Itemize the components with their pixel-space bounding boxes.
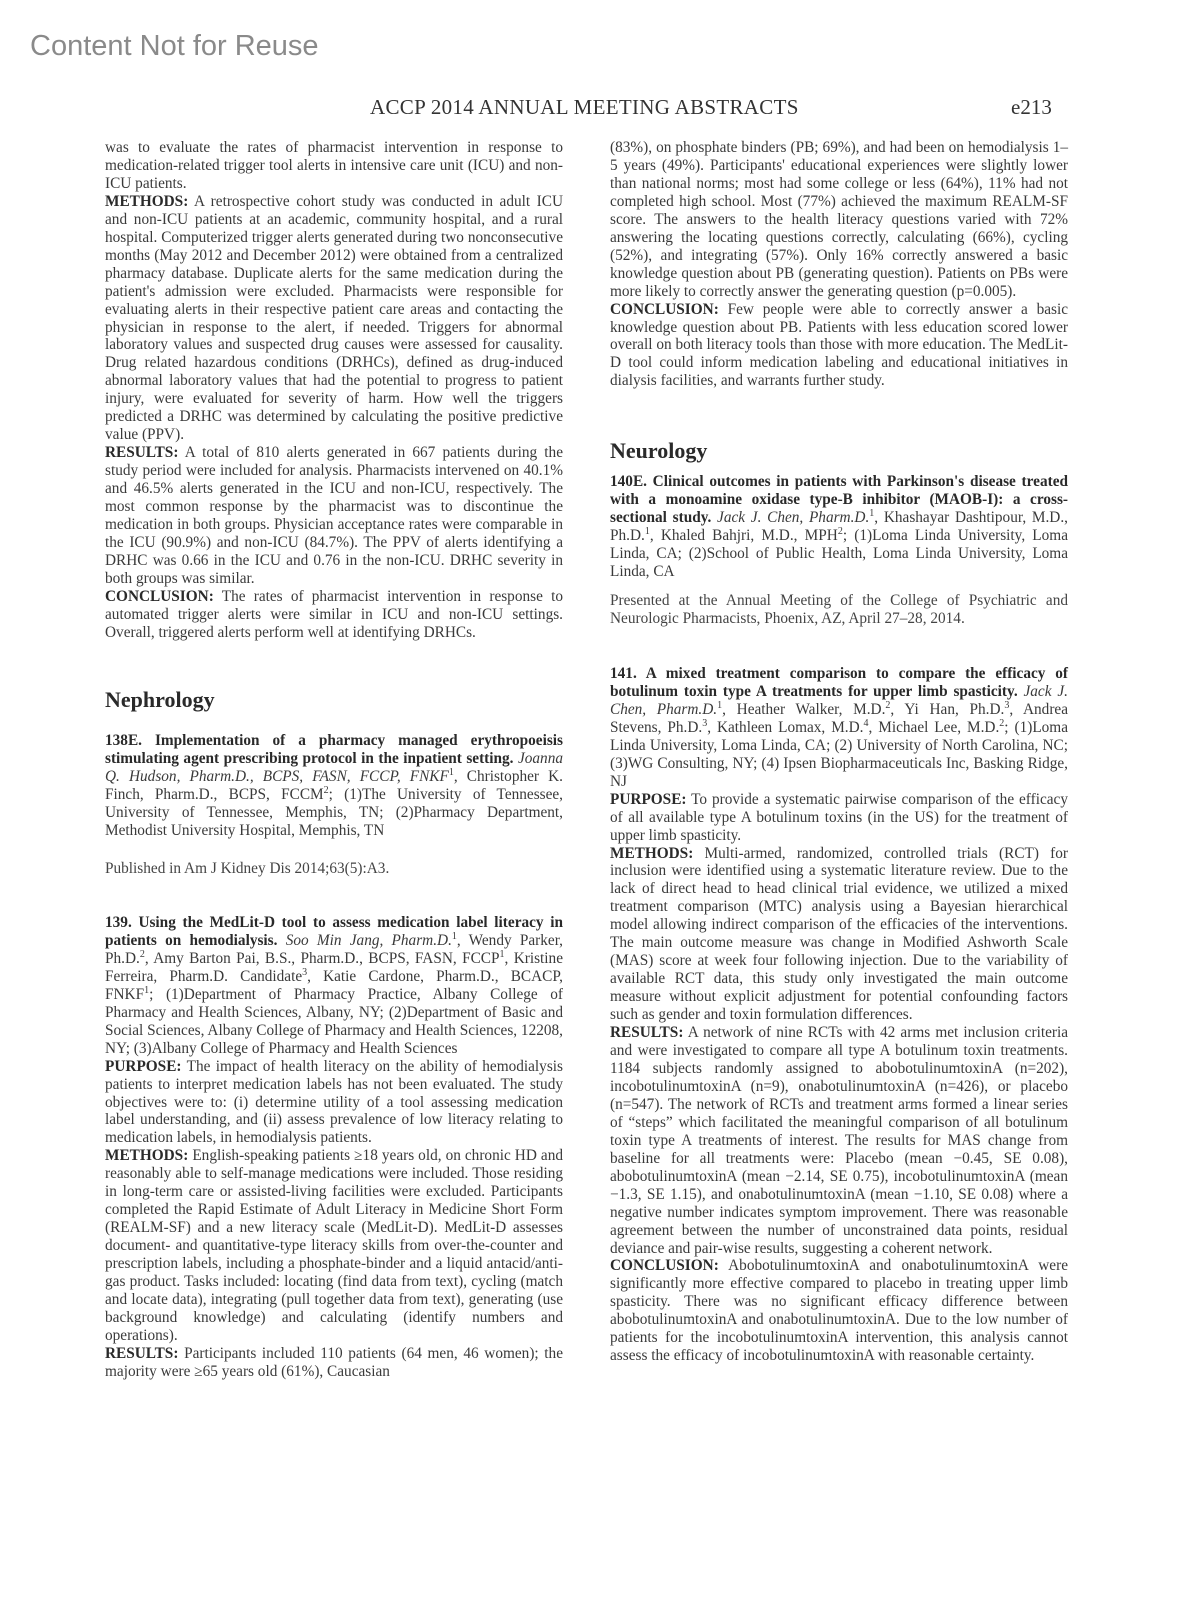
superscript: 3 (702, 717, 708, 729)
bold-text: 141. A mixed treatment comparison to compare the efficacy of botulinum toxin type A treatments for upper limb spasticity. (610, 665, 1068, 700)
abstract-139-continuation (610, 139, 1068, 390)
bold-text: PURPOSE: (105, 1057, 182, 1075)
bold-text: RESULTS: (105, 444, 179, 462)
superscript: 1 (144, 984, 150, 996)
body-text: Published in Am J Kidney Dis 2014;63(5):A3. (105, 860, 390, 877)
running-head-title: ACCP 2014 ANNUAL MEETING ABSTRACTS (370, 95, 799, 119)
body-text: , Khaled Bahjri, M.D., MPH (649, 526, 838, 544)
superscript: 1 (644, 525, 650, 537)
body-text: ; (1)Department of Pharmacy Practice, Albany College of Pharmacy and Health Sciences, Albany, NY; (2)Department of Basic and Social Sciences, Albany College of Pharmacy and Health Sciences, 12208, NY; (3)Albany College of Pharmacy and Health Sciences (105, 985, 563, 1057)
superscript: 2 (837, 525, 843, 537)
body-text: , Christopher K. Finch, Pharm.D., BCPS, FCCM (105, 767, 563, 803)
bold-text: RESULTS: (610, 1024, 684, 1042)
bold-text: PURPOSE: (610, 790, 687, 808)
bold-text: CONCLUSION: (105, 587, 214, 605)
body-text: ; (1)Loma Linda University, Loma Linda, CA; (2) University of North Carolina, NC; (3)WG Consulting, NY; (4) Ipsen Biopharmaceuticals Inc, Basking Ridge, NJ (610, 718, 1068, 790)
body-text: Participants included 110 patients (64 men, 46 women); the majority were ≥65 years old (61%), Caucasian (105, 1344, 563, 1380)
bold-text: 138E. Implementation of a pharmacy managed erythropoeisis stimulating agent prescribing protocol in the inpatient setting. (105, 732, 563, 767)
body-text: A total of 810 alerts generated in 667 patients during the study period were included for analysis. Pharmacists intervened on 40.1% and 46.5% alerts generated in the ICU and non-ICU, respectively. The most common response by the pharmacist was to discontinue the medication in both groups. Physician acceptance rates were comparable in the ICU (90.9%) and non-ICU (84.7%). The PPV of alerts identifying a DRHC was 0.66 in the ICU and 0.76 in the non-ICU. DRHC severity in both groups was similar. (105, 444, 563, 587)
body-text: , Kathleen Lomax, M.D. (707, 718, 864, 736)
page-number: e213 (1011, 95, 1052, 119)
body-text: was to evaluate the rates of pharmacist intervention in response to medication-related trigger tool alerts in intensive care unit (ICU) and non-ICU patients. (105, 139, 563, 192)
italic-text: Jack J. Chen, Pharm.D. (711, 508, 870, 526)
italic-text: Jack J. Chen, Pharm.D. (610, 682, 1068, 718)
body-text: Few people were able to correctly answer a basic knowledge question about PB. Patients with less education scored lower overall on both literacy tools than those with more education. The MedLit-D tool could inform medication labeling and educational initiatives in dialysis facilities, and warrants further study. (610, 300, 1068, 390)
abstract-139 (105, 914, 563, 1381)
bold-text: 140E. Clinical outcomes in patients with Parkinson's disease treated with a monoamine oxidase type-B inhibitor (MAOB-I): a cross-sectional study. (610, 473, 1068, 526)
bold-text: RESULTS: (105, 1344, 179, 1362)
body-text: ; (1)The University of Tennessee, University of Tennessee, Memphis, TN; (2)Pharmacy Department, Methodist University Hospital, Memphis, TN (105, 785, 564, 839)
superscript: 1 (448, 766, 454, 778)
bold-text: CONCLUSION: (610, 300, 719, 318)
bold-text: METHODS: (105, 192, 189, 210)
body-text: (83%), on phosphate binders (PB; 69%), and had been on hemodialysis 1–5 years (49%). Participants' educational experiences were slightly lower than national norms; most had some college or less (64%), 11% had not completed high school. Most (77%) achieved the maximum REALM-SF score. The answers to the health literacy questions varied with 72% answering the locating questions correctly, calculating (66%), cycling (52%), and integrating (57%). Only 16% correctly answered a basic knowledge question about PB (generating question). Patients on PBs were more likely to correctly answer the generating question (p=0.005). (610, 139, 1068, 300)
superscript: 2 (999, 717, 1005, 729)
body-text: , Heather Walker, M.D. (722, 700, 886, 718)
body-text: A retrospective cohort study was conducted in adult ICU and non-ICU patients at an academic, community hospital, and a rural hospital. Computerized trigger alerts generated during two nonconsecutive months (May 2012 and December 2012) were obtained from a centralized pharmacy database. Duplicate alerts for the same medication during the patient's admission were excluded. Pharmacists were responsible for evaluating alerts in their respective patient care areas and contacting the physician in response to the alert, if needed. Triggers for abnormal laboratory values and suspected drug causes were assessed for causality. Drug related hazardous conditions (DRHCs), defined as drug-induced abnormal laboratory values that had the potential to progress to patient injury, were evaluated for severity of harm. How well the triggers predicted a DRHC was determined by calculating the positive predictive value (PPV). (105, 192, 563, 444)
section-heading-nephrology: Nephrology (105, 687, 215, 712)
body-text: , Kristine Ferreira, Pharm.D. Candidate (105, 949, 563, 985)
watermark: Content Not for Reuse (30, 30, 319, 62)
superscript: 2 (139, 948, 145, 960)
italic-text: Soo Min Jang, Pharm.D. (277, 931, 452, 949)
section-heading-neurology: Neurology (610, 438, 708, 463)
body-text: , Amy Barton Pai, B.S., Pharm.D., BCPS, FASN, FCCP (144, 949, 500, 967)
body-text: , Khashayar Dashtipour, M.D., Ph.D. (610, 508, 1068, 544)
abstract-140e (610, 473, 1068, 581)
abstract-141 (610, 665, 1068, 1365)
body-text: The rates of pharmacist intervention in response to automated trigger alerts were similar in ICU and non-ICU settings. Overall, triggered alerts perform well at identifying DRHCs. (105, 587, 563, 641)
superscript: 1 (451, 930, 457, 942)
superscript: 1 (869, 507, 875, 519)
superscript: 2 (323, 784, 329, 796)
superscript: 3 (1004, 699, 1010, 711)
abstract-continuation (105, 139, 563, 642)
superscript: 4 (863, 717, 869, 729)
bold-text: 139. Using the MedLit-D tool to assess medication label literacy in patients on hemodialysis. (105, 914, 563, 949)
body-text: , Andrea Stevens, Ph.D. (610, 700, 1069, 736)
body-text: AbobotulinumtoxinA and onabotulinumtoxinA were significantly more effective compared to placebo in treating upper limb spasticity. There was no significant efficacy difference between abobotulinumtoxinA and onabotulinumtoxinA. Due to the low number of patients for the incobotulinumtoxinA intervention, this analysis cannot assess the efficacy of incobotulinumtoxinA with reasonable certainty. (610, 1257, 1068, 1365)
superscript: 1 (499, 948, 505, 960)
bold-text: METHODS: (610, 844, 694, 862)
body-text: , Yi Han, Ph.D. (890, 700, 1005, 718)
body-text: , Wendy Parker, Ph.D. (105, 931, 563, 967)
superscript: 3 (302, 966, 308, 978)
body-text: Multi-armed, randomized, controlled trials (RCT) for inclusion were identified using a systematic literature review. Due to the lack of direct head to head clinical trial evidence, we utilized a mixed treatment comparison (MTC) analysis using a Bayesian hierarchical model allowing indirect comparison of the efficacies of the interventions. The main outcome measure was change in Modified Ashworth Scale (MAS) score at week four following injection. Due to the variability of available RCT data, this study only investigated the main outcome measure without explicit adjustment for potential confounding factors such as gender and toxin formulation differences. (610, 844, 1068, 1024)
presentation-note (610, 592, 1068, 628)
italic-text: Joanna Q. Hudson, Pharm.D., BCPS, FASN, FCCP, FNKF (105, 749, 564, 785)
body-text: A network of nine RCTs with 42 arms met inclusion criteria and were investigated to compare all type A botulinum toxin treatments. 1184 subjects randomly assigned to abobotulinumtoxinA (n=202), incobotulinumtoxinA (n=9), onabotulinumtoxinA (n=426), or placebo (n=547). The network of RCTs and treatment arms formed a linear series of “steps” which facilitated the meaningful comparison of all botulinum toxin type A treatments of interest. The results for MAS change from baseline for all treatments were: Placebo (mean −0.45, SE 0.08), abobotulinumtoxinA (mean −2.14, SE 0.75), incobotulinumtoxinA (mean −1.3, SE 1.15), and onabotulinumtoxinA (mean −1.10, SE 0.08) where a negative number indicates symptom improvement. There was reasonable agreement between the number of unconstrained data points, residual deviance and pair-wise results, suggesting a coherent network. (610, 1024, 1068, 1257)
body-text: ; (1)Loma Linda University, Loma Linda, CA; (2)School of Public Health, Loma Linda University, Loma Linda, CA (610, 526, 1068, 580)
bold-text: METHODS: (105, 1147, 189, 1165)
abstract-138e (105, 732, 563, 840)
body-text: , Katie Cardone, Pharm.D., BCACP, FNKF (105, 967, 563, 1003)
superscript: 1 (717, 699, 723, 711)
body-text: To provide a systematic pairwise comparison of the efficacy of all available type A botulinum toxins (in the US) for the treatment of upper limb spasticity. (610, 790, 1068, 844)
body-text: , Michael Lee, M.D. (868, 718, 1000, 736)
body-text: The impact of health literacy on the ability of hemodialysis patients to interpret medication labels has not been evaluated. The study objectives were to: (i) determine utility of a tool assessing medication label understanding, and (ii) assess prevalence of low literacy relating to medication labels, in hemodialysis patients. (105, 1057, 563, 1147)
publication-note (105, 860, 563, 878)
body-text: English-speaking patients ≥18 years old, on chronic HD and reasonably able to self-manage medications were included. Those residing in long-term care or assisted-living facilities were excluded. Participants completed the Rapid Estimate of Adult Literacy in Medicine Short Form (REALM-SF) and a new literacy scale (MedLit-D). MedLit-D assesses document- and quantitative-type literacy skills from over-the-counter and prescription labels, including a phosphate-binder and a liquid antacid/anti-gas product. Tasks included: locating (find data from text), cycling (match and locate data), integrating (pull together data from text), generating (use background knowledge) and calculating (identify numbers and operations). (105, 1147, 563, 1344)
bold-text: CONCLUSION: (610, 1257, 719, 1275)
body-text: Presented at the Annual Meeting of the College of Psychiatric and Neurologic Pharmacists, Phoenix, AZ, April 27–28, 2014. (610, 592, 1068, 627)
superscript: 2 (885, 699, 891, 711)
